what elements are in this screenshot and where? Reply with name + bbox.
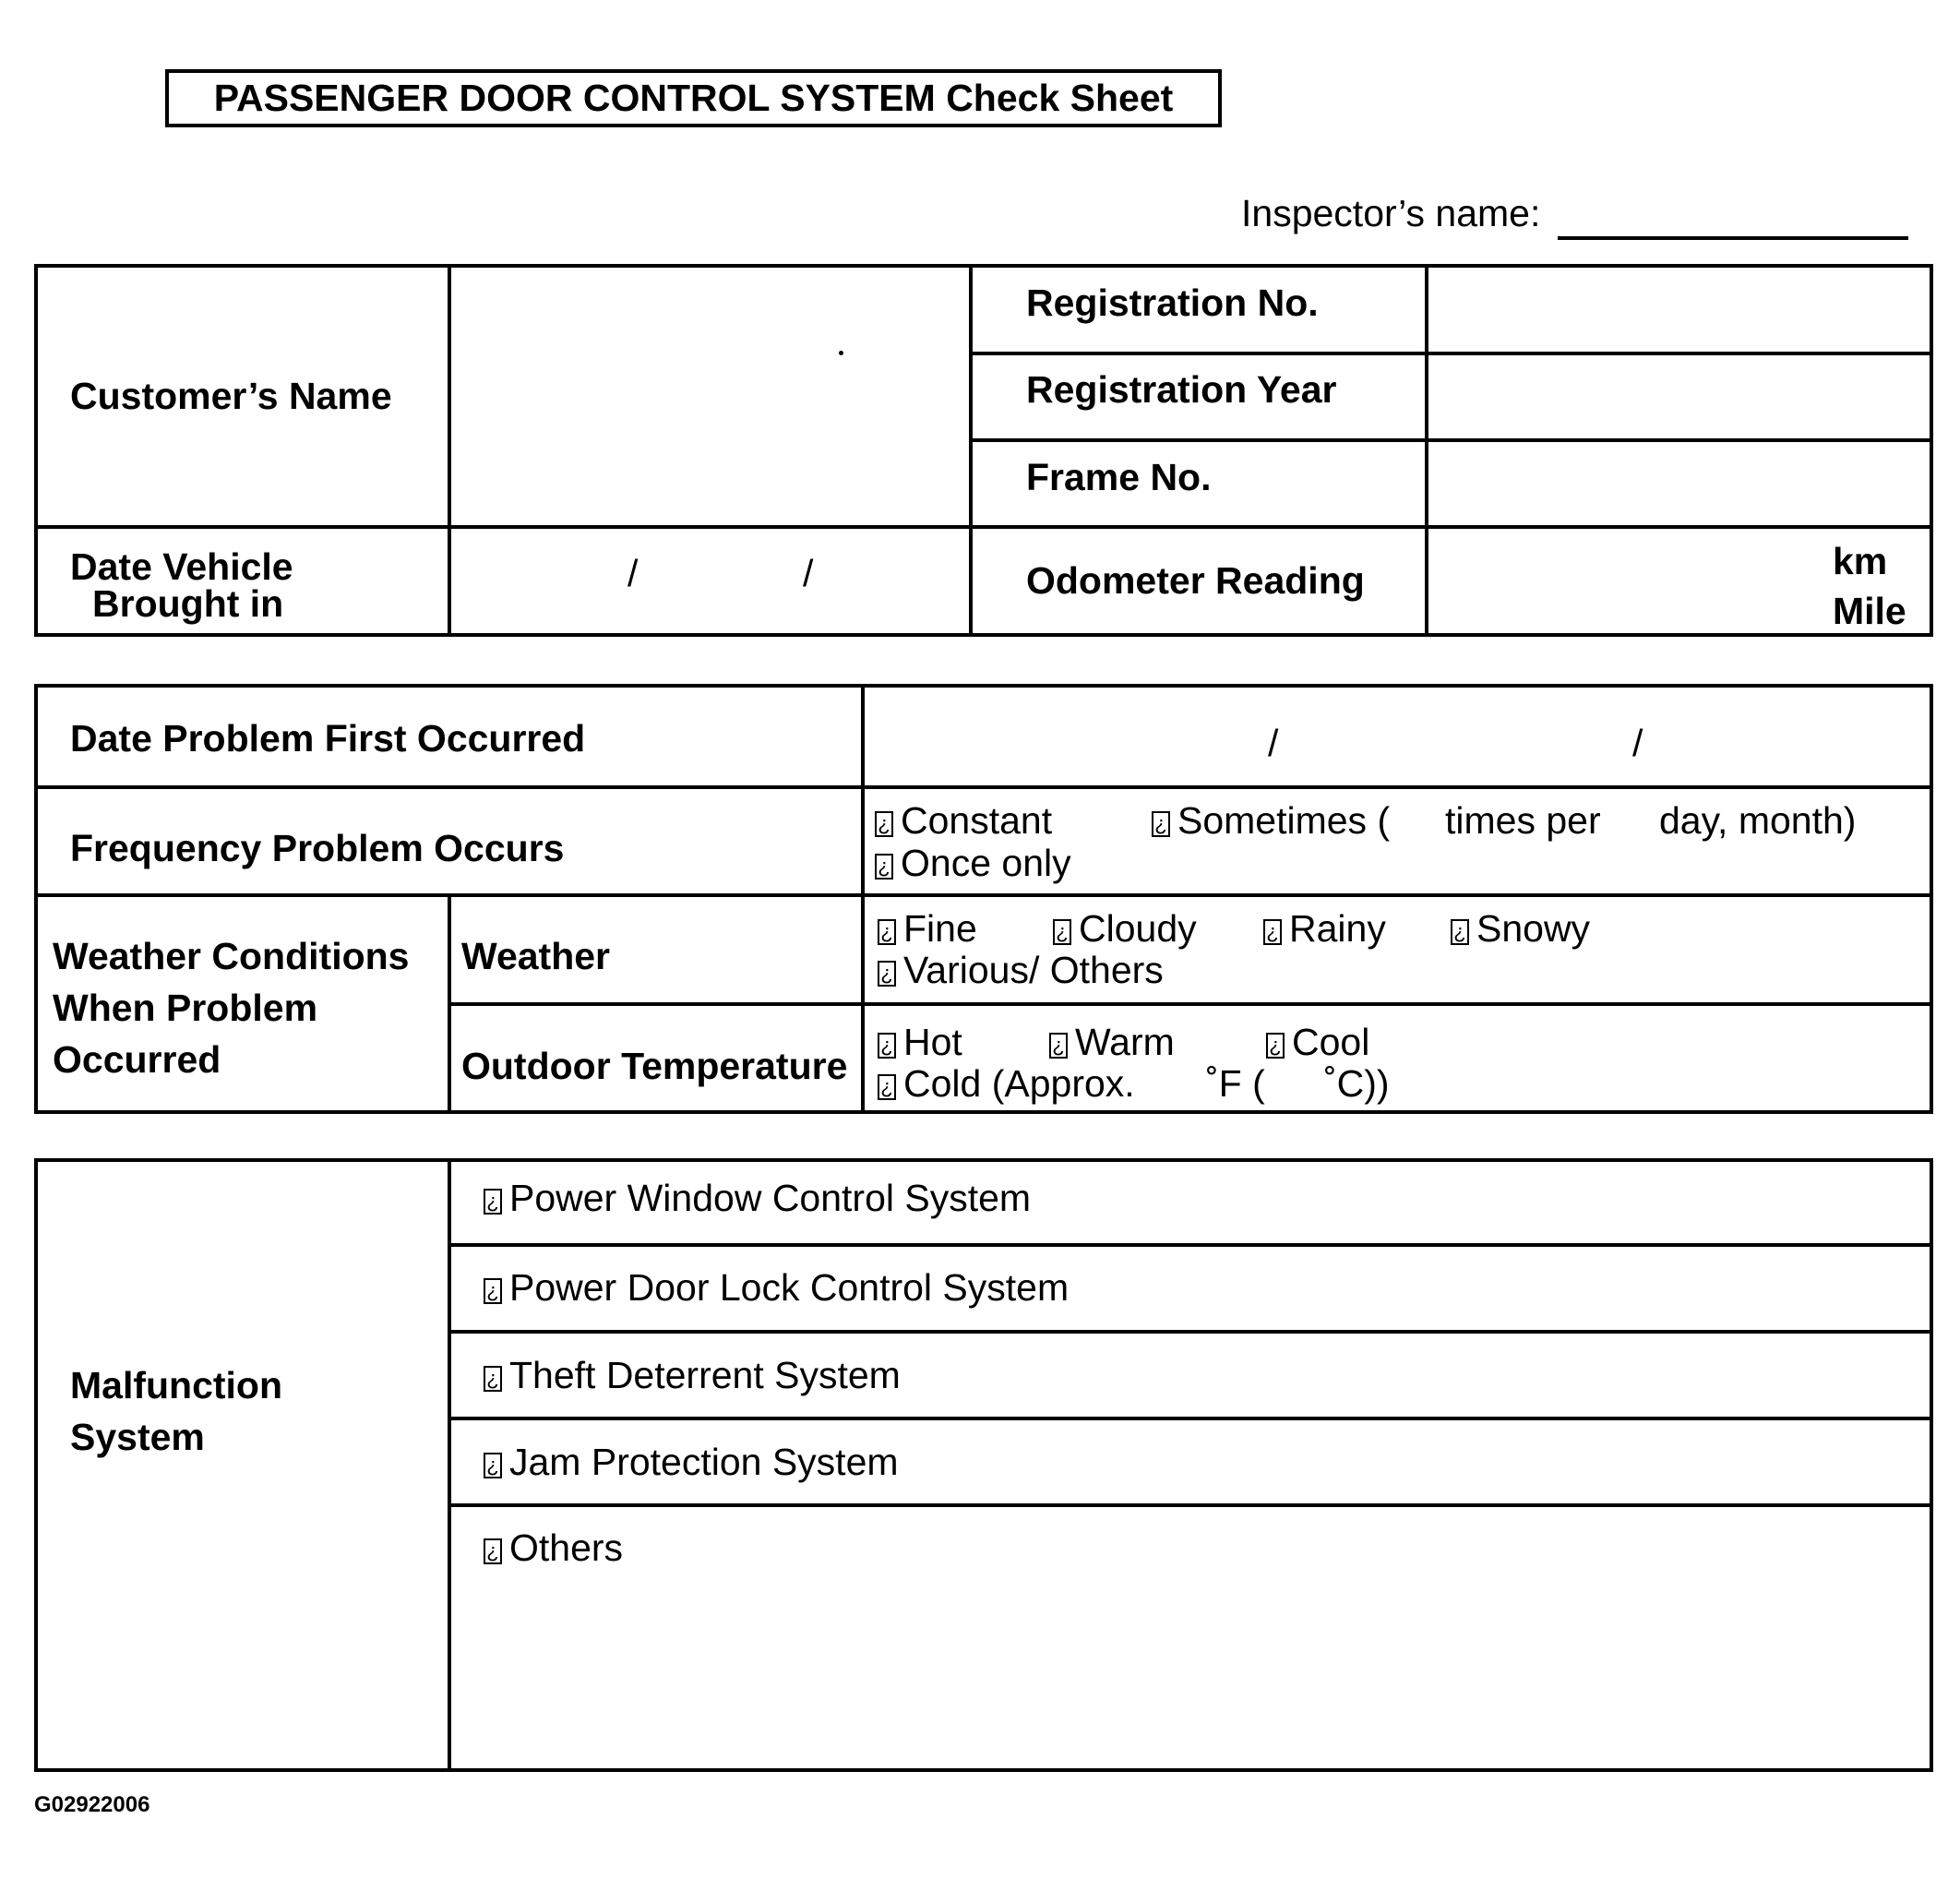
weather-snowy-option[interactable]: ¿ Snowy bbox=[1451, 908, 1590, 951]
unit-mile: Mile bbox=[1833, 590, 1906, 632]
temp-celsius-label: ˚C)) bbox=[1324, 1062, 1390, 1105]
stray-mark bbox=[839, 351, 843, 355]
frame-no-label: Frame No. bbox=[1026, 456, 1212, 498]
sheet-title: PASSENGER DOOR CONTROL SYSTEM Check Sheet bbox=[165, 69, 1222, 127]
malfunction-label-line2: System bbox=[70, 1416, 205, 1458]
registration-year-label: Registration Year bbox=[1026, 368, 1337, 411]
date-separator: / bbox=[1268, 722, 1279, 764]
checkbox-icon[interactable]: ¿ bbox=[878, 919, 896, 945]
date-brought-in-label-line1: Date Vehicle bbox=[70, 545, 293, 588]
others-notes-field[interactable] bbox=[451, 1583, 1930, 1767]
temp-hot-option[interactable]: ¿ Hot bbox=[878, 1022, 962, 1064]
freq-once-only-option[interactable]: ¿ Once only bbox=[875, 843, 1071, 885]
date-first-occurred-field[interactable] bbox=[865, 688, 1930, 785]
weather-cloudy-option[interactable]: ¿ Cloudy bbox=[1053, 908, 1197, 951]
inspector-name-field[interactable] bbox=[1558, 236, 1908, 240]
weather-various-option[interactable]: ¿ Various/ Others bbox=[878, 950, 1164, 992]
weather-label: Weather bbox=[461, 935, 611, 977]
date-separator: / bbox=[627, 552, 639, 594]
odometer-reading-field[interactable] bbox=[1428, 529, 1930, 633]
unit-km: km bbox=[1833, 540, 1888, 582]
registration-year-field[interactable] bbox=[1428, 355, 1930, 438]
odometer-reading-label: Odometer Reading bbox=[1026, 559, 1365, 602]
checkbox-icon[interactable]: ¿ bbox=[878, 1033, 896, 1059]
checkbox-icon[interactable]: ¿ bbox=[875, 854, 893, 880]
customer-name-label: Customer’s Name bbox=[70, 375, 392, 417]
checkbox-icon[interactable]: ¿ bbox=[484, 1366, 502, 1392]
date-first-occurred-label: Date Problem First Occurred bbox=[70, 717, 586, 760]
freq-sometimes-option[interactable]: ¿ Sometimes ( bbox=[1152, 800, 1390, 843]
freq-day-month-label: day, month) bbox=[1659, 799, 1857, 842]
registration-no-label: Registration No. bbox=[1026, 281, 1319, 324]
inspector-name-label: Inspector’s name: bbox=[1241, 192, 1541, 234]
weather-rainy-option[interactable]: ¿ Rainy bbox=[1263, 908, 1386, 951]
checkbox-icon[interactable]: ¿ bbox=[878, 1074, 896, 1100]
checkbox-icon[interactable]: ¿ bbox=[1152, 811, 1170, 837]
date-separator: / bbox=[1632, 722, 1643, 764]
freq-times-per-label: times per bbox=[1445, 799, 1601, 842]
checkbox-icon[interactable]: ¿ bbox=[484, 1189, 502, 1215]
frame-no-field[interactable] bbox=[1428, 442, 1930, 525]
checkbox-icon[interactable]: ¿ bbox=[1263, 919, 1282, 945]
checkbox-icon[interactable]: ¿ bbox=[1266, 1033, 1285, 1059]
temp-warm-option[interactable]: ¿ Warm bbox=[1049, 1022, 1175, 1064]
checkbox-icon[interactable]: ¿ bbox=[1053, 919, 1071, 945]
checkbox-icon[interactable]: ¿ bbox=[484, 1278, 502, 1304]
freq-constant-option[interactable]: ¿ Constant bbox=[875, 800, 1052, 843]
checkbox-icon[interactable]: ¿ bbox=[878, 961, 896, 987]
weather-fine-option[interactable]: ¿ Fine bbox=[878, 908, 977, 951]
checkbox-icon[interactable]: ¿ bbox=[875, 811, 893, 837]
temp-fahrenheit-label: ˚F ( bbox=[1206, 1062, 1265, 1105]
temp-cold-option[interactable]: ¿ Cold (Approx. bbox=[878, 1063, 1135, 1106]
option-power-window[interactable]: ¿ Power Window Control System bbox=[484, 1178, 1031, 1220]
date-brought-in-label-line2: Brought in bbox=[92, 582, 284, 625]
checkbox-icon[interactable]: ¿ bbox=[1451, 919, 1469, 945]
weather-conditions-label-line3: Occurred bbox=[53, 1038, 221, 1081]
malfunction-label-line1: Malfunction bbox=[70, 1364, 283, 1406]
checkbox-icon[interactable]: ¿ bbox=[484, 1453, 502, 1478]
customer-name-field[interactable] bbox=[451, 268, 969, 525]
registration-no-field[interactable] bbox=[1428, 268, 1930, 352]
checkbox-icon[interactable]: ¿ bbox=[484, 1538, 502, 1564]
checkbox-icon[interactable]: ¿ bbox=[1049, 1033, 1068, 1059]
frequency-label: Frequency Problem Occurs bbox=[70, 827, 565, 869]
date-separator: / bbox=[803, 552, 814, 594]
option-theft-deterrent[interactable]: ¿ Theft Deterrent System bbox=[484, 1355, 901, 1397]
outdoor-temperature-label: Outdoor Temperature bbox=[461, 1045, 848, 1087]
option-others[interactable]: ¿ Others bbox=[484, 1527, 623, 1570]
option-power-door-lock[interactable]: ¿ Power Door Lock Control System bbox=[484, 1267, 1069, 1310]
date-brought-in-field[interactable] bbox=[451, 529, 969, 633]
figure-id: G02922006 bbox=[34, 1792, 150, 1817]
weather-conditions-label-line1: Weather Conditions bbox=[53, 935, 410, 977]
temp-cool-option[interactable]: ¿ Cool bbox=[1266, 1022, 1369, 1064]
weather-conditions-label-line2: When Problem bbox=[53, 987, 318, 1029]
option-jam-protection[interactable]: ¿ Jam Protection System bbox=[484, 1442, 899, 1484]
